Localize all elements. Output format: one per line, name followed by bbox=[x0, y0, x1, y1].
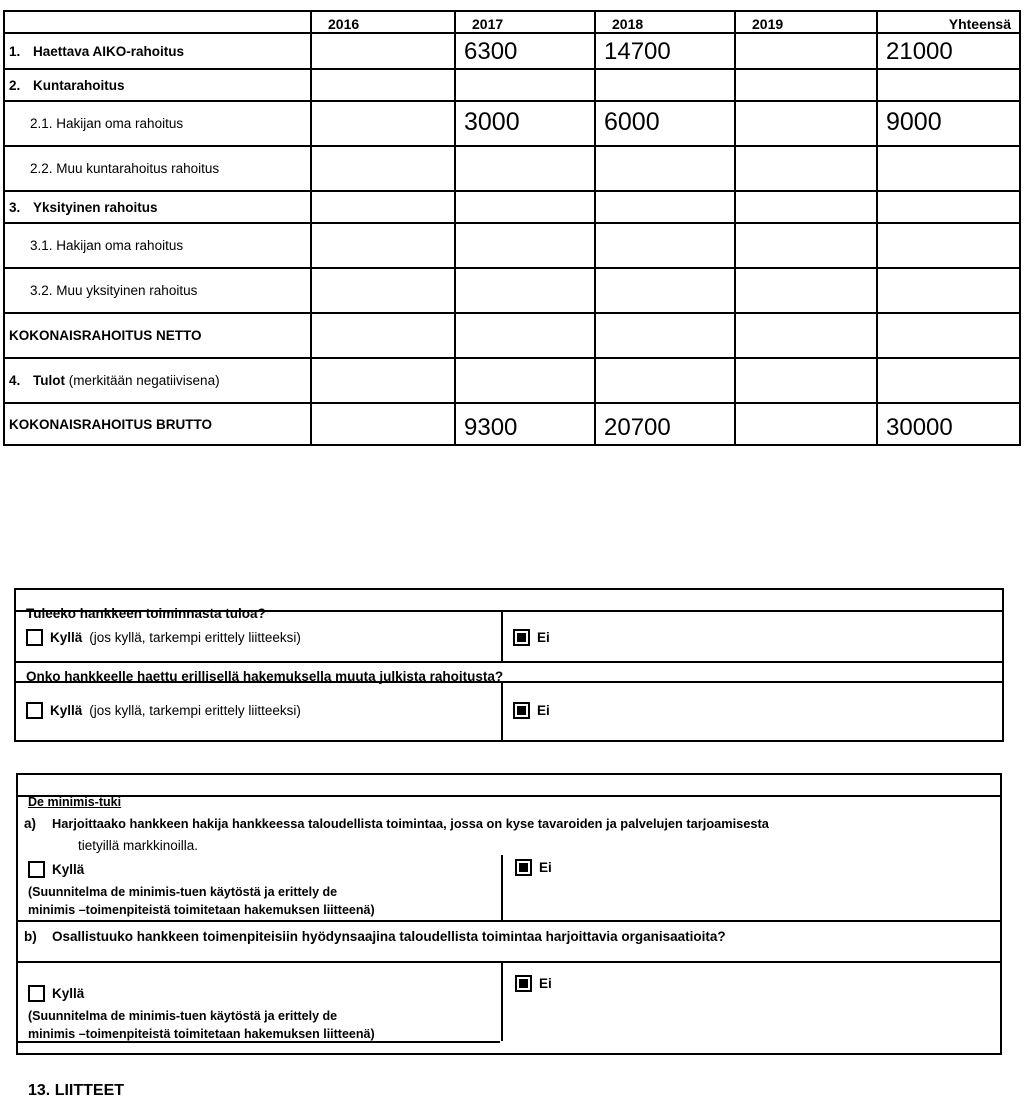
cell-2017[interactable] bbox=[455, 358, 595, 403]
cell-2019[interactable] bbox=[735, 146, 877, 191]
header-blank-cell bbox=[4, 11, 311, 33]
cell-2017[interactable] bbox=[455, 69, 595, 101]
cell-2019[interactable] bbox=[735, 69, 877, 101]
deminimis-b-note-line2: minimis –toimenpiteistä toimitetaan hakemuksen liitteenä) bbox=[28, 1027, 375, 1041]
row-other-private bbox=[4, 268, 1020, 313]
row-number: 4. bbox=[9, 373, 21, 388]
cell-2019[interactable] bbox=[735, 403, 877, 445]
cell-total[interactable] bbox=[877, 146, 1020, 191]
cell-2016[interactable] bbox=[311, 223, 455, 268]
question-b-text: Osallistuuko hankkeen toimenpiteisiin hyödynsaajina taloudellista toimintaa harjoittavia organisaatioita? bbox=[52, 929, 726, 944]
deminimis-a-note-line2: minimis –toimenpiteistä toimitetaan hakemuksen liitteenä) bbox=[28, 903, 375, 917]
row-label-text: Kuntarahoitus bbox=[33, 77, 125, 93]
cell-2016[interactable] bbox=[311, 69, 455, 101]
cell-2018[interactable]: 20700 bbox=[595, 403, 735, 445]
cell-total[interactable] bbox=[877, 223, 1020, 268]
row-label: 2.2. Muu kuntarahoitus rahoitus bbox=[4, 146, 311, 191]
header-total: Yhteensä bbox=[877, 11, 1020, 33]
cell-total[interactable]: 30000 bbox=[877, 403, 1020, 445]
question-a-marker: a) bbox=[24, 816, 37, 831]
row-other-municipal bbox=[4, 146, 1020, 191]
row-total-gross bbox=[4, 403, 1020, 445]
cell-2016[interactable] bbox=[311, 268, 455, 313]
cell-2017[interactable] bbox=[455, 223, 595, 268]
row-label: KOKONAISRAHOITUS BRUTTO bbox=[4, 403, 311, 445]
row-aiko-funding bbox=[4, 33, 1020, 69]
public-funding-question-text: Onko hankkeelle haettu erillisellä hakemuksella muuta julkista rahoitusta? bbox=[26, 669, 504, 684]
cell-2019[interactable] bbox=[735, 313, 877, 358]
checkbox-icon[interactable] bbox=[26, 629, 43, 646]
cell-2018[interactable] bbox=[595, 146, 735, 191]
option-note: (jos kyllä, tarkempi erittely liitteeksi) bbox=[89, 630, 301, 645]
option-note: (jos kyllä, tarkempi erittely liitteeksi) bbox=[89, 703, 301, 718]
row-label: KOKONAISRAHOITUS NETTO bbox=[4, 313, 311, 358]
row-label: 3.2. Muu yksityinen rahoitus bbox=[4, 268, 311, 313]
option-label: Kyllä bbox=[52, 862, 85, 877]
cell-2019[interactable] bbox=[735, 268, 877, 313]
cell-2018[interactable] bbox=[595, 313, 735, 358]
income-no-option[interactable] bbox=[513, 629, 550, 646]
row-applicant-own-municipal bbox=[4, 101, 1020, 146]
deminimis-title: De minimis-tuki bbox=[28, 795, 122, 809]
cell-2018[interactable] bbox=[595, 69, 735, 101]
cell-2017[interactable] bbox=[455, 313, 595, 358]
cell-2018[interactable]: 6000 bbox=[595, 101, 735, 146]
income-yes-option[interactable] bbox=[26, 629, 301, 646]
cell-2019[interactable] bbox=[735, 191, 877, 223]
row-label bbox=[4, 69, 311, 101]
divider bbox=[18, 961, 1000, 963]
checkbox-icon[interactable] bbox=[26, 702, 43, 719]
cell-2016[interactable] bbox=[311, 33, 455, 69]
divider bbox=[18, 795, 1000, 797]
income-question-box bbox=[14, 588, 1004, 742]
section-heading-attachments: 13. LIITTEET bbox=[28, 1082, 125, 1099]
funding-table bbox=[3, 10, 1021, 446]
row-label bbox=[4, 191, 311, 223]
question-b-marker: b) bbox=[24, 929, 37, 944]
cell-2017[interactable]: 3000 bbox=[455, 101, 595, 146]
cell-2019[interactable] bbox=[735, 33, 877, 69]
cell-2019[interactable] bbox=[735, 101, 877, 146]
deminimis-b-note-line1: (Suunnitelma de minimis-tuen käytöstä ja erittely de bbox=[28, 1009, 338, 1023]
cell-total[interactable]: 21000 bbox=[877, 33, 1020, 69]
row-label: 2.1. Hakijan oma rahoitus bbox=[4, 101, 311, 146]
cell-2018[interactable]: 14700 bbox=[595, 33, 735, 69]
checkbox-icon[interactable] bbox=[28, 985, 45, 1002]
header-2016: 2016 bbox=[311, 11, 455, 33]
row-label: 3.1. Hakijan oma rahoitus bbox=[4, 223, 311, 268]
deminimis-b-no-option[interactable] bbox=[515, 975, 552, 992]
cell-2016[interactable] bbox=[311, 313, 455, 358]
cell-2016[interactable] bbox=[311, 191, 455, 223]
cell-total[interactable] bbox=[877, 358, 1020, 403]
cell-2016[interactable] bbox=[311, 101, 455, 146]
cell-2019[interactable] bbox=[735, 358, 877, 403]
public-funding-yes-option[interactable] bbox=[26, 702, 301, 719]
row-total-net bbox=[4, 313, 1020, 358]
deminimis-box bbox=[16, 773, 1002, 1055]
cell-total[interactable] bbox=[877, 191, 1020, 223]
header-2017: 2017 bbox=[455, 11, 595, 33]
checked-checkbox-icon[interactable] bbox=[515, 859, 532, 876]
option-label: Ei bbox=[539, 976, 552, 991]
checkbox-icon[interactable] bbox=[28, 861, 45, 878]
deminimis-a-no-option[interactable] bbox=[515, 859, 552, 876]
option-label: Kyllä bbox=[52, 986, 85, 1001]
funding-header-row bbox=[4, 11, 1020, 33]
deminimis-a-yes-option[interactable] bbox=[28, 861, 84, 878]
divider bbox=[501, 961, 503, 1041]
cell-2017[interactable] bbox=[455, 268, 595, 313]
deminimis-a-note-line1: (Suunnitelma de minimis-tuen käytöstä ja erittely de bbox=[28, 885, 338, 899]
public-funding-no-option[interactable] bbox=[513, 702, 550, 719]
divider bbox=[501, 855, 503, 920]
option-label: Ei bbox=[537, 703, 550, 718]
header-2018: 2018 bbox=[595, 11, 735, 33]
checked-checkbox-icon[interactable] bbox=[515, 975, 532, 992]
cell-2018[interactable] bbox=[595, 223, 735, 268]
option-label: Ei bbox=[537, 630, 550, 645]
checked-checkbox-icon[interactable] bbox=[513, 702, 530, 719]
divider bbox=[501, 610, 503, 661]
cell-2017[interactable] bbox=[455, 146, 595, 191]
cell-2019[interactable] bbox=[735, 223, 877, 268]
row-label bbox=[4, 358, 311, 403]
row-label-text: Tulot bbox=[33, 373, 65, 388]
cell-2018[interactable] bbox=[595, 191, 735, 223]
row-private-funding bbox=[4, 191, 1020, 223]
row-income bbox=[4, 358, 1020, 403]
row-label-text: Haettava AIKO-rahoitus bbox=[33, 43, 185, 59]
cell-2017[interactable]: 6300 bbox=[455, 33, 595, 69]
option-label: Ei bbox=[539, 860, 552, 875]
divider bbox=[18, 920, 1000, 922]
cell-2016[interactable] bbox=[311, 358, 455, 403]
cell-2017[interactable] bbox=[455, 191, 595, 223]
cell-2017[interactable]: 9300 bbox=[455, 403, 595, 445]
row-label-text: Yksityinen rahoitus bbox=[33, 199, 158, 215]
divider bbox=[501, 681, 503, 742]
question-a-text: Harjoittaako hankkeen hakija hankkeessa taloudellista toimintaa, jossa on kyse tavaroiden ja palvelujen tarjoamisesta bbox=[52, 816, 769, 831]
row-applicant-own-private bbox=[4, 223, 1020, 268]
row-label bbox=[4, 33, 311, 69]
cell-2018[interactable] bbox=[595, 268, 735, 313]
cell-total[interactable] bbox=[877, 268, 1020, 313]
divider bbox=[16, 661, 1002, 663]
income-question-text: Tuleeko hankkeen toiminnasta tuloa? bbox=[26, 606, 266, 621]
row-municipal-funding bbox=[4, 69, 1020, 101]
cell-total[interactable]: 9000 bbox=[877, 101, 1020, 146]
option-label: Kyllä bbox=[50, 630, 83, 645]
question-a-text-cont: tietyillä markkinoilla. bbox=[78, 838, 199, 853]
cell-2016[interactable] bbox=[311, 146, 455, 191]
checked-checkbox-icon[interactable] bbox=[513, 629, 530, 646]
cell-2016[interactable] bbox=[311, 403, 455, 445]
row-number: 1. bbox=[9, 43, 21, 59]
cell-total[interactable] bbox=[877, 313, 1020, 358]
cell-2018[interactable] bbox=[595, 358, 735, 403]
deminimis-b-yes-option[interactable] bbox=[28, 985, 84, 1002]
header-2019: 2019 bbox=[735, 11, 877, 33]
row-number: 3. bbox=[9, 199, 21, 215]
cell-total[interactable] bbox=[877, 69, 1020, 101]
row-number: 2. bbox=[9, 77, 21, 93]
option-label: Kyllä bbox=[50, 703, 83, 718]
row-label-suffix: (merkitään negatiivisena) bbox=[68, 373, 220, 388]
